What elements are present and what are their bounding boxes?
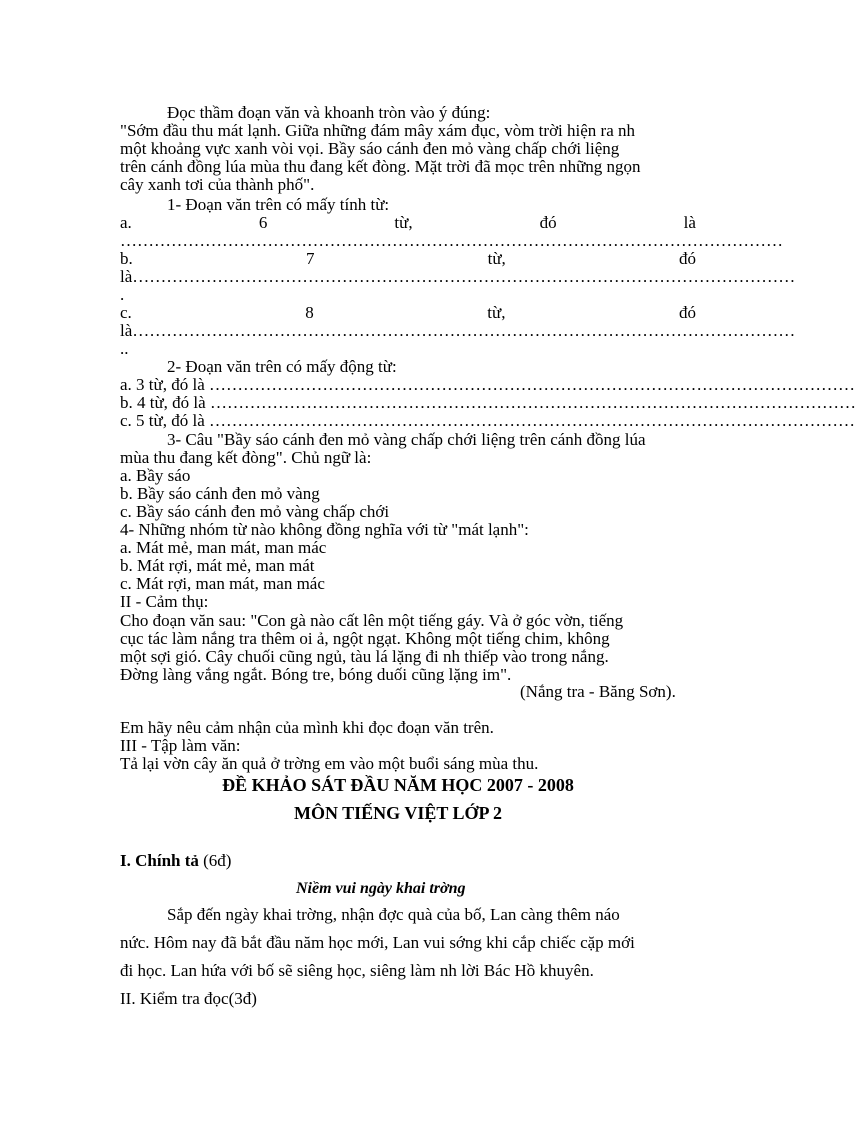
exam-subject: MÔN TIẾNG VIỆT LỚP 2 [293, 803, 503, 823]
dictation-line: đi học. Lan hứa với bố sẽ siêng học, siêng làm nh lời Bác Hồ khuyên. [120, 961, 594, 980]
section-2-task: Em hãy nêu cảm nhận của mình khi đọc đoạn văn trên. [120, 718, 494, 737]
option-count: 7 [305, 249, 315, 268]
question-4-prompt: 4- Những nhóm từ nào không đồng nghĩa với từ "mát lạnh": [120, 520, 529, 539]
section-2-passage-line: Đờng làng vắng ngắt. Bóng tre, bóng duối cũng lặng im". [120, 665, 512, 684]
section-2-heading: II - Cảm thụ: [120, 592, 209, 611]
answer-dotted-line: là……………………………………………………………………………………………………… [120, 321, 796, 340]
question-2-option-a: a. 3 từ, đó là …………………………………………………………………………………………………… [120, 375, 856, 394]
passage-line: một khoảng vực xanh vòi vọi. Bầy sáo cánh đen mỏ vàng chấp chới liệng [120, 139, 620, 158]
question-3-option-a: a. Bầy sáo [120, 466, 191, 485]
reading-instruction: Đọc thầm đoạn văn và khoanh tròn vào ý đúng: [167, 103, 491, 122]
question-3-prompt-cont: mùa thu đang kết đòng". Chủ ngữ là: [120, 448, 372, 467]
section-2-passage-line: một sợi gió. Cây chuối cũng ngủ, tàu lá lặng đi nh thiếp vào trong nắng. [120, 647, 609, 666]
question-4-option-b: b. Mát rợi, mát mẻ, man mát [120, 556, 315, 575]
question-1-option-c [120, 304, 696, 322]
option-count: 6 [258, 213, 268, 232]
section-2-passage-line: Cho đoạn văn sau: "Con gà nào cất lên một tiếng gáy. Và ở góc vờn, tiếng [120, 611, 624, 630]
option-do: đó [678, 303, 696, 322]
section-2-passage-line: cục tác làm nắng tra thêm oi ả, ngột ngạt. Không một tiếng chim, không [120, 629, 610, 648]
answer-dotted-line: là……………………………………………………………………………………………………… [120, 267, 796, 286]
option-letter: b. [120, 249, 133, 268]
question-3-option-c: c. Bầy sáo cánh đen mỏ vàng chấp chới [120, 502, 390, 521]
question-1-option-a [120, 214, 696, 232]
option-letter: a. [120, 213, 132, 232]
dictation-heading-label: I. Chính tả [120, 851, 199, 870]
question-3-prompt: 3- Câu "Bầy sáo cánh đen mỏ vàng chấp chới liệng trên cánh đồng lúa [167, 430, 646, 449]
section-3-heading: III - Tập làm văn: [120, 736, 241, 755]
dictation-title: Niềm vui ngày khai trờng [296, 880, 466, 897]
question-4-option-c: c. Mát rợi, man mát, man mác [120, 574, 325, 593]
section-3-task: Tả lại vờn cây ăn quả ở trờng em vào một buổi sáng mùa thu. [120, 754, 539, 773]
question-2-option-b: b. 4 từ, đó là …………………………………………………………………………………………………… [120, 393, 856, 412]
dictation-heading-points: (6đ) [198, 851, 232, 870]
option-letter: c. [120, 303, 132, 322]
passage-source: (Nắng tra - Băng Sơn). [520, 682, 676, 701]
option-word: từ, [487, 303, 506, 322]
question-1-prompt: 1- Đoạn văn trên có mấy tính từ: [167, 195, 390, 214]
option-word: từ, [394, 213, 413, 232]
question-1-option-b [120, 250, 696, 268]
question-4-option-a: a. Mát mẻ, man mát, man mác [120, 538, 327, 557]
option-word: từ, [487, 249, 506, 268]
dictation-heading [120, 852, 231, 870]
passage-line: trên cánh đồng lúa mùa thu đang kết đòng. Mặt trời đã mọc trên những ngọn [120, 157, 641, 176]
question-2-option-c: c. 5 từ, đó là …………………………………………………………………………………………………… [120, 411, 856, 430]
option-count: 8 [305, 303, 314, 322]
answer-dotted-line: ……………………………………………………………………………………………………… [120, 231, 783, 250]
line-tail: . [120, 285, 125, 304]
option-la: là [683, 213, 696, 232]
passage-line: "Sớm đầu thu mát lạnh. Giữa những đám mây xám đục, vòm trời hiện ra nh [120, 121, 636, 140]
option-do: đó [539, 213, 557, 232]
reading-test-heading: II. Kiểm tra đọc(3đ) [120, 989, 257, 1008]
passage-line: cây xanh tơi của thành phố". [120, 175, 315, 194]
question-2-prompt: 2- Đoạn văn trên có mấy động từ: [167, 357, 397, 376]
question-3-option-b: b. Bầy sáo cánh đen mỏ vàng [120, 484, 320, 503]
dictation-line: Sắp đến ngày khai trờng, nhận đợc quà của bố, Lan càng thêm náo [167, 905, 620, 924]
dictation-line: nức. Hôm nay đã bắt đầu năm học mới, Lan vui sớng khi cắp chiếc cặp mới [120, 933, 635, 952]
exam-title: ĐỀ KHẢO SÁT ĐẦU NĂM HỌC 2007 - 2008 [222, 775, 574, 795]
line-tail: .. [120, 339, 129, 358]
option-do: đó [679, 249, 696, 268]
